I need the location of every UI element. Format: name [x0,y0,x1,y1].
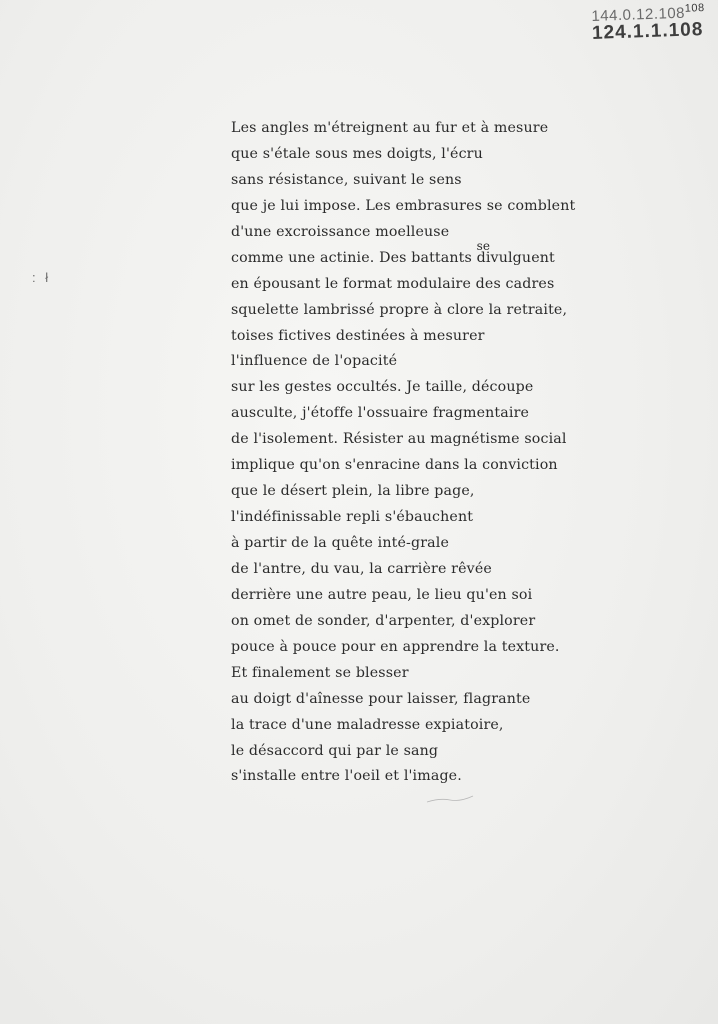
poem-line: Et finalement se blesser [231,664,409,681]
poem-line: de l'antre, du vau, la carrière rêvée [231,560,492,577]
pencil-scribble [425,792,475,806]
reference-number-bottom: 124.1.1.108 [591,19,704,44]
poem-line: ausculte, j'étoffe l'ossuaire fragmentaire [231,405,530,422]
archive-reference [591,2,706,45]
poem-line: Les angles m'étreignent au fur et à mesure [231,120,549,136]
poem-line: que le désert plein, la libre page, [231,483,475,500]
poem-line: à partir de la quête inté-grale [231,535,450,551]
poem-line-part: comme une actinie. Des battants [231,249,477,266]
poem-line: pouce à pouce pour en apprendre la texture. [231,638,560,655]
poem-line: squelette lambrissé propre à clore la retraite, [231,301,568,318]
poem-text [231,116,575,790]
reference-superscript: 108 [684,2,705,15]
reference-number-top: 144.0.12.108$^{108}$ [590,2,705,25]
poem-line: l'influence de l'opacité [231,353,398,370]
poem-line: de l'isolement. Résister au magnétisme social [231,431,567,448]
poem-line: implique qu'on s'enracine dans la conviction [231,457,558,474]
poem-line: l'indéfinissable repli s'ébauchent [231,509,474,526]
poem-line: le désaccord qui par le sang [231,742,439,759]
poem-line: sans résistance, suivant le sens [231,171,462,188]
poem-line-with-insertion [231,238,575,272]
poem-line: la trace d'une maladresse expiatoire, [231,716,504,733]
inserted-word: se [476,238,491,253]
poem-line: que s'étale sous mes doigts, l'écru [231,145,483,162]
poem-line: en épousant le format modulaire des cadres [231,275,555,292]
poem-line: que je lui impose. Les embrasures se comblent [231,197,576,214]
poem-line: s'installe entre l'oeil et l'image. [231,768,462,785]
poem-line: sur les gestes occultés. Je taille, découpe [231,379,534,396]
poem-line-part: divulguent [476,249,555,266]
poem-line: d'une excroissance moelleuse [231,223,450,240]
poem-line: on omet de sonder, d'arpenter, d'explorer [231,612,536,629]
poem-line: toises fictives destinées à mesurer [231,327,485,344]
poem-line: au doigt d'aînesse pour laisser, flagrante [231,690,531,707]
margin-mark: : ł [32,270,52,285]
poem-line: derrière une autre peau, le lieu qu'en soi [231,586,533,603]
